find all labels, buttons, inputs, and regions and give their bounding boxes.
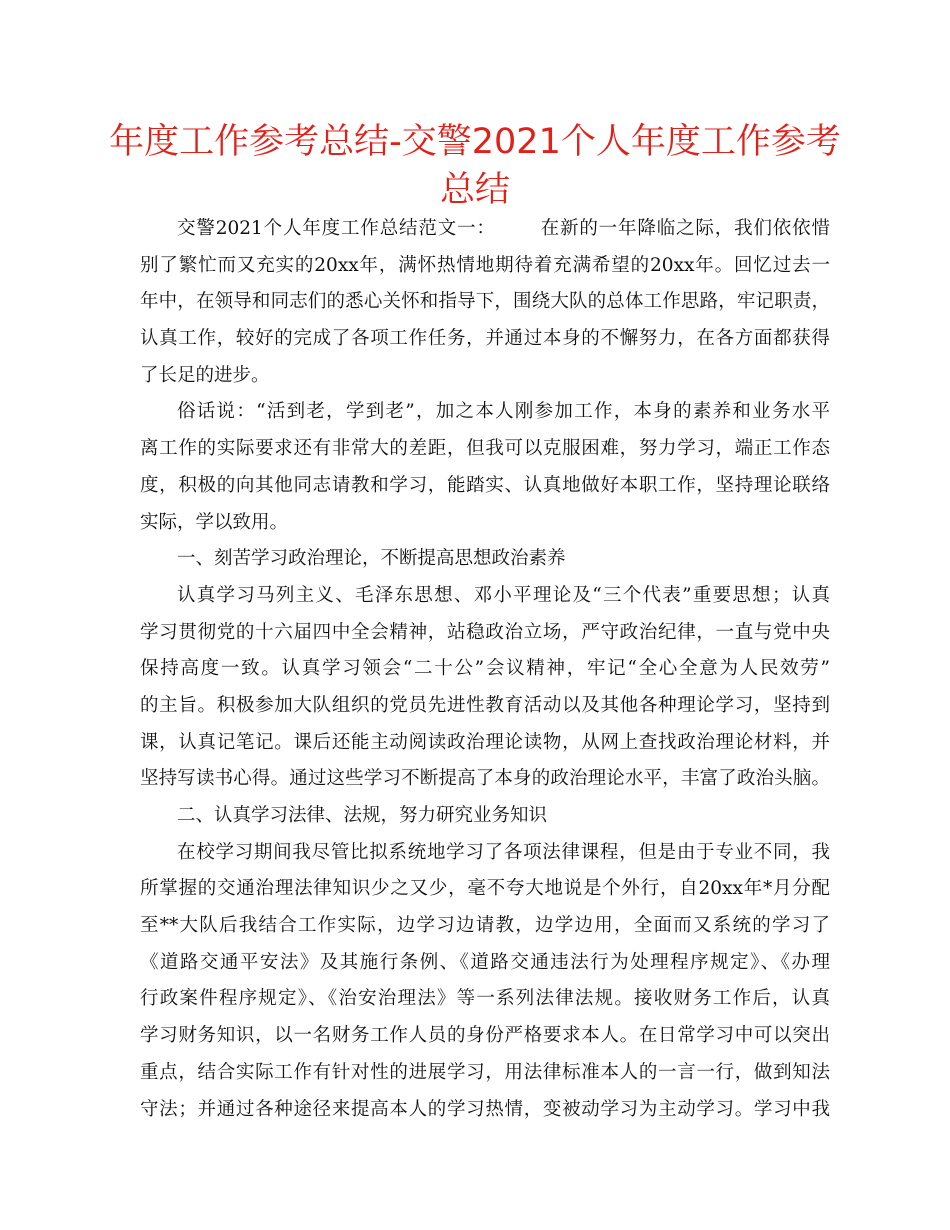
text-line-content: 认真工作，较好的完成了各项工作任务，并通过本身的不懈努力，在各方面都获得 xyxy=(140,328,830,350)
text-line-continuation: 在新的一年降临之际，我们依依惜 xyxy=(539,218,830,239)
text-line xyxy=(140,615,830,652)
text-line-content: 《道路交通平安法》及其施行条例、《道路交通违法行为处理程序规定》、《办理 xyxy=(140,951,830,973)
text-line xyxy=(140,248,830,285)
text-line xyxy=(140,835,830,872)
text-line-content: 认真学习马列主义、毛泽东思想、邓小平理论及“三个代表”重要思想；认真 xyxy=(177,584,830,606)
text-line xyxy=(140,284,830,321)
text-line-content: 别了繁忙而又充实的20xx年，满怀热情地期待着充满希望的20xx年。回忆过去一 xyxy=(140,254,830,276)
text-line-content: 交警2021个人年度工作总结范文一： xyxy=(177,218,496,239)
text-line xyxy=(140,321,830,358)
text-line-content: 至**大队后我结合工作实际，边学习边请教，边学边用，全面而又系统的学习了 xyxy=(140,915,830,937)
text-line xyxy=(140,871,830,908)
text-line xyxy=(140,761,830,798)
text-line-content: 一、刻苦学习政治理论，不断提高思想政治素养 xyxy=(177,548,566,570)
text-line xyxy=(140,541,830,578)
text-line-content: 学习贯彻党的十六届四中全会精神，站稳政治立场，严守政治纪律，一直与党中央 xyxy=(140,621,830,643)
text-line-content: 守法；并通过各种途径来提高本人的学习热情，变被动学习为主动学习。学习中我 xyxy=(140,1098,830,1120)
text-line-content: 的主旨。积极参加大队组织的党员先进性教育活动以及其他各种理论学习，坚持到 xyxy=(140,694,830,716)
text-line-content: 年中，在领导和同志们的悉心关怀和指导下，围绕大队的总体工作思路，牢记职责， xyxy=(140,291,830,313)
text-line xyxy=(140,505,830,542)
text-line-content: 保持高度一致。认真学习领会“二十公”会议精神，牢记“全心全意为人民效劳” xyxy=(140,658,830,680)
text-line-content: 在校学习期间我尽管比拟系统地学习了各项法律课程，但是由于专业不同，我 xyxy=(177,841,830,863)
text-line xyxy=(140,211,830,248)
text-line xyxy=(140,651,830,688)
text-line-content: 实际，学以致用。 xyxy=(140,511,289,533)
text-line xyxy=(140,1018,830,1055)
text-line xyxy=(140,578,830,615)
text-line xyxy=(140,1092,830,1129)
title-line-2: 总结 xyxy=(439,170,510,210)
text-line xyxy=(140,468,830,505)
text-line xyxy=(140,981,830,1018)
text-line-content: 了长足的进步。 xyxy=(140,364,270,386)
text-line-content: 所掌握的交通治理法律知识少之又少，毫不夸大地说是个外行，自20xx年*月分配 xyxy=(140,878,830,900)
text-line xyxy=(140,358,830,395)
text-line xyxy=(140,1055,830,1092)
text-line-content: 坚持写读书心得。通过这些学习不断提高了本身的政治理论水平，丰富了政治头脑。 xyxy=(140,768,830,790)
text-line xyxy=(140,908,830,945)
text-line-content: 课，认真记笔记。课后还能主动阅读政治理论读物，从网上查找政治理论材料，并 xyxy=(140,731,830,753)
text-line xyxy=(140,394,830,431)
text-line-content: 学习财务知识，以一名财务工作人员的身份严格要求本人。在日常学习中可以突出 xyxy=(140,1025,830,1047)
text-line-content: 离工作的实际要求还有非常大的差距，但我可以克服困难，努力学习，端正工作态 xyxy=(140,438,830,460)
text-line-content: 二、认真学习法律、法规，努力研究业务知识 xyxy=(177,805,548,826)
text-line xyxy=(140,725,830,762)
document-title xyxy=(100,118,850,214)
text-line xyxy=(140,688,830,725)
text-line xyxy=(140,945,830,982)
text-line-content: 行政案件程序规定》、《治安治理法》等一系列法律法规。接收财务工作后，认真 xyxy=(140,988,830,1010)
text-line-content: 俗话说：“活到老，学到老”，加之本人刚参加工作，本身的素养和业务水平 xyxy=(177,401,830,423)
document-body xyxy=(140,211,830,1128)
text-line xyxy=(140,431,830,468)
text-line-content: 重点，结合实际工作有针对性的进展学习，用法律标准本人的一言一行，做到知法 xyxy=(140,1061,830,1083)
title-line-1: 年度工作参考总结-交警2021个人年度工作参考 xyxy=(109,122,841,162)
text-line-content: 度，积极的向其他同志请教和学习，能踏实、认真地做好本职工作，坚持理论联络 xyxy=(140,474,830,496)
text-line xyxy=(140,798,830,835)
